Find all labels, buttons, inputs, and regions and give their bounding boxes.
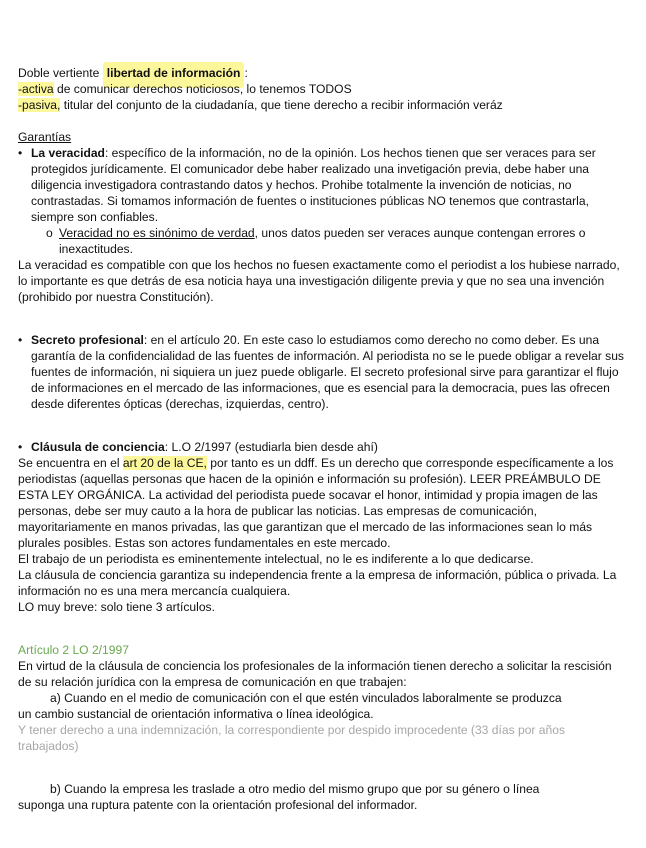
clausula-paragraph-4: LO muy breve: solo tiene 3 artículos. [18,600,215,614]
articulo2-intro: En virtud de la cláusula de conciencia los profesionales de la información tienen derecho a solicitar la rescisión de su relación jurídica con la empresa de comunicación en que trabajen: [18,659,612,689]
secreto-list [18,332,628,412]
intro-line-1: Doble vertiente libertad de información : [18,65,628,81]
list-item-secreto [18,332,628,412]
veracidad-sub-text: , unos datos pueden ser veraces aunque contengan errores o inexactitudes. [59,226,586,256]
articulo2-a-first: a) Cuando en el medio de comunicación con el que estén vinculados laboralmente se produzca [50,691,562,705]
highlight-art20: art 20 de la CE, [122,456,207,470]
secreto-title: Secreto profesional [31,333,144,347]
clausula-text: : L.O 2/1997 (estudiarla bien desde ahí) [164,440,378,454]
list-item-veracidad [18,145,628,225]
intro-line-2: -activa de comunicar derechos noticiosos, lo tenemos TODOS [18,82,352,96]
highlight-activa: -activa [18,82,54,96]
bullet-icon: • [18,146,23,160]
veracidad-after: La veracidad es compatible con que los hechos no fuesen exactamente como el periodist a los hubiese narrado, lo importante es que detrás de esa noticia haya una investigación diligente previa y que no sea una invención (prohibido por nuestra Constitución). [18,258,620,304]
veracidad-text: : específico de la información, no de la opinión. Los hechos tienen que ser veraces para ser protegidos jurídicamente. El comunicador debe haber realizado una invetigación previa, debe haber una diligencia investigadora contrastando datos y hechos. Prohibe totalmente la invención de noticias, no contrastadas. Si tomamos información de fuentes o instituciones públicas NO tenemos que contrastarla, siempre son confiables. [31,146,596,224]
bullet-icon: • [18,440,23,454]
clausula-paragraph-1: Se encuentra en el art 20 de la CE, por tanto es un ddff. Es un derecho que corresponde específicamente a los periodistas (aquellas personas que hacen de la opinión e información su profesión). LEER PREÁMBULO DE ESTA LEY ORGÁNICA. La actividad del periodista puede socavar el honor, intimidad y propia imagen de las personas, debe ser muy cauto a la hora de publicar las noticias. Las empresas de comunicación, mayoritariamente en manos privadas, las que garantizan que el mercado de las informaciones sean lo más plurales posibles. Estas son actores fundamentales en este mercado. [18,456,614,550]
highlight-pasiva: -pasiva, [18,98,61,112]
veracidad-sub-underlined: Veracidad no es sinónimo de verdad [59,226,255,240]
clausula-paragraph-2: El trabajo de un periodista es eminentemente intelectual, no le es indiferente a lo que dedicarse. [18,552,534,566]
bullet-icon: • [18,333,23,347]
articulo2-a-rest: un cambio sustancial de orientación informativa o línea ideológica. [18,707,374,721]
garantias-heading: Garantías [18,130,72,144]
articulo2-b-rest: suponga una ruptura patente con la orientación profesional del informador. [18,798,418,812]
garantias-list [18,145,628,225]
clausula-list [18,439,628,455]
veracidad-title: La veracidad [31,146,105,160]
highlight-libertad: libertad de información [103,62,245,88]
articulo2-heading: Artículo 2 LO 2/1997 [18,643,129,657]
articulo2-b-first: b) Cuando la empresa les traslade a otro medio del mismo grupo que por su género o línea [50,782,540,796]
secreto-text: : en el artículo 20. En este caso lo estudiamos como derecho no como deber. Es una garantía de la confidencialidad de las fuentes de información. Al periodista no se le puede obligar a revelar sus fuentes de información, ni siquiera un juez puede obligarle. El secreto profesional sirve para garantizar el flujo de informaciones en el mercado de las informaciones, que es esencial para la democracia, pues las ofrecen desde diferentes ópticas (derechas, izquierdas, centro). [31,333,624,411]
clausula-paragraph-3: La cláusula de conciencia garantiza su independencia frente a la empresa de información, pública o privada. La información no es una mera mercancía cualquiera. [18,568,617,598]
list-item-clausula [18,439,628,455]
articulo2-gray-note: Y tener derecho a una indemnización, la correspondiente por despido improcedente (33 días por años trabajados) [18,723,566,753]
circle-bullet-icon: o [46,226,53,240]
intro-line-3: -pasiva, titular del conjunto de la ciudadanía, que tiene derecho a recibir información veráz [18,98,503,112]
clausula-title: Cláusula de conciencia [31,440,165,454]
sub-item-veracidad [18,225,628,257]
